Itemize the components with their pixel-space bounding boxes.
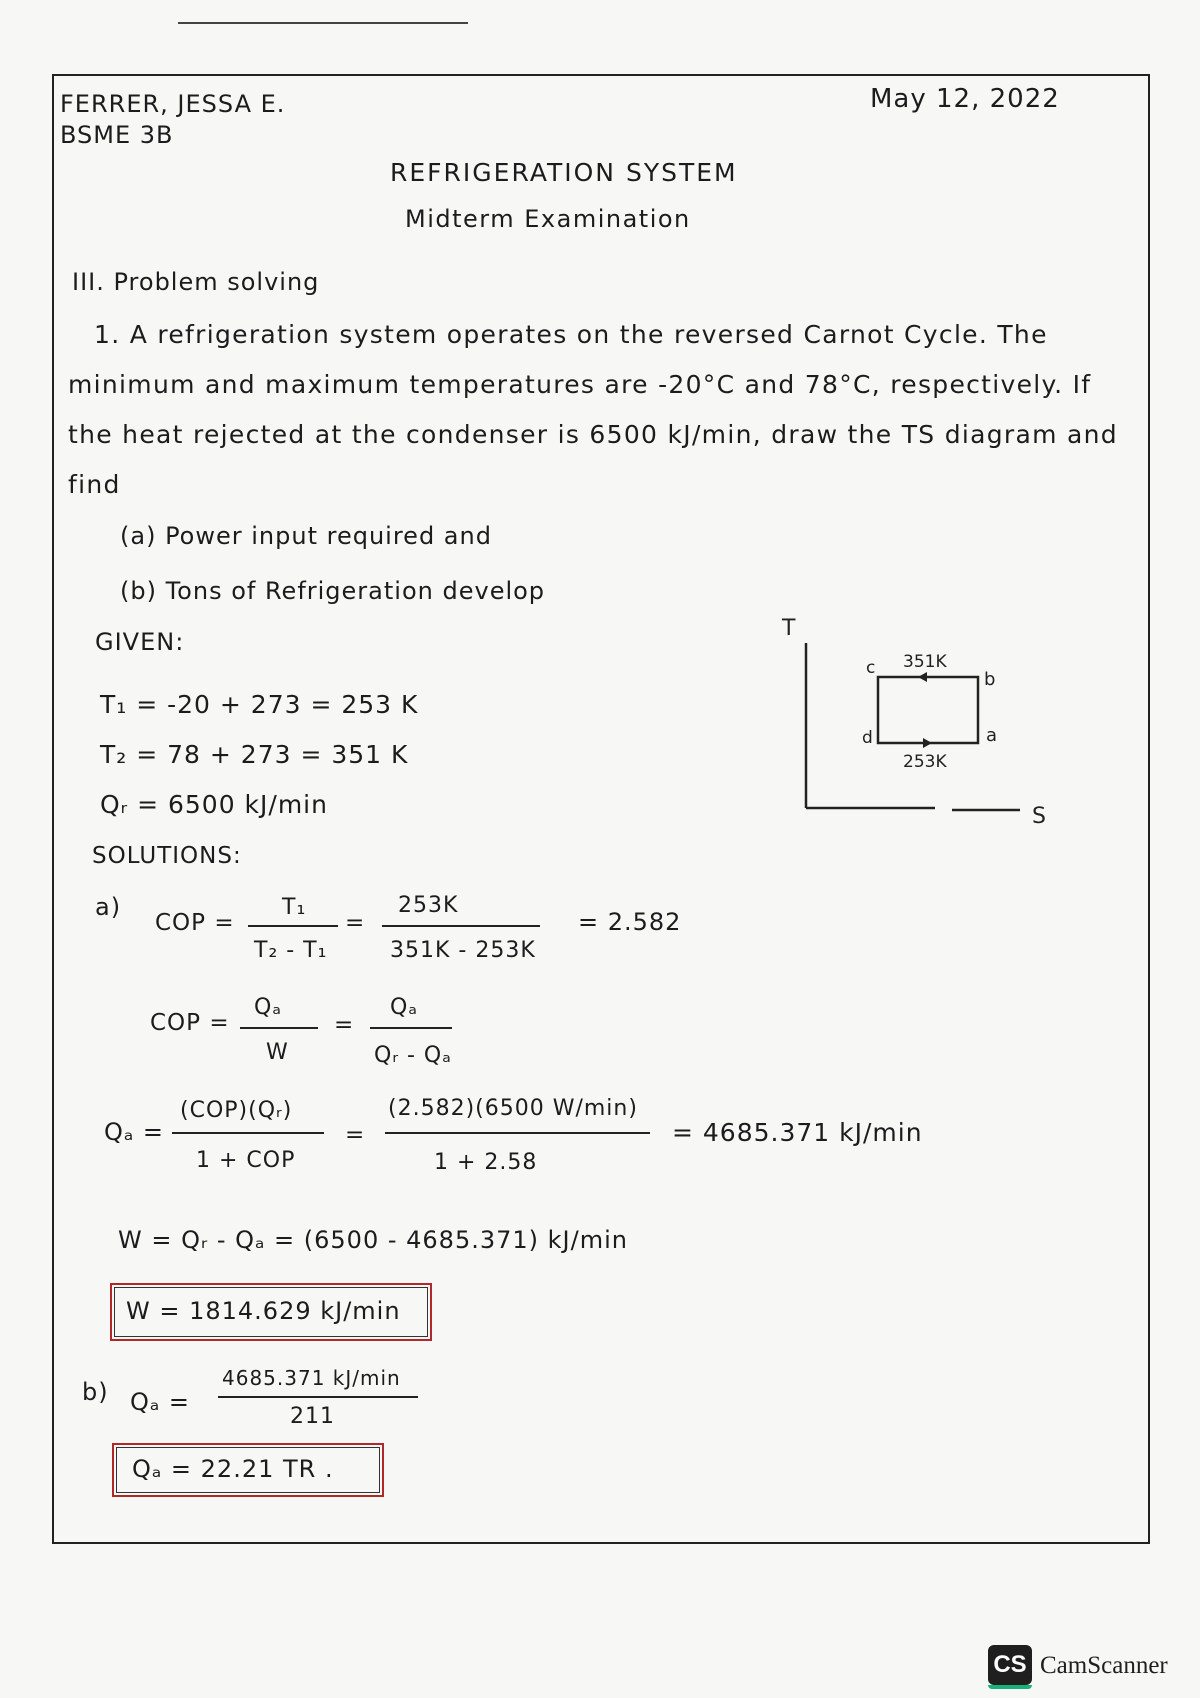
- carnot-cycle-rect: [878, 677, 978, 743]
- b-answer: Qₐ = 22.21 TR .: [132, 1455, 334, 1483]
- qa-lhs: Qₐ =: [104, 1118, 165, 1146]
- ts-diagram: [770, 615, 1060, 835]
- student-name: FERRER, JESSA E.: [60, 90, 286, 118]
- w-equation: W = Qᵣ - Qₐ = (6500 - 4685.371) kJ/min: [118, 1226, 628, 1254]
- given-t2: T₂ = 78 + 273 = 351 K: [100, 740, 409, 769]
- top-temp-label: 351K: [903, 652, 947, 672]
- cop1-den2: 351K - 253K: [390, 938, 536, 963]
- cop1-lhs: COP =: [155, 910, 235, 936]
- qa-frac-line-2: [385, 1132, 650, 1134]
- question-b: (b) Tons of Refrigeration develop: [120, 577, 546, 605]
- qa-den2: 1 + 2.58: [434, 1150, 538, 1175]
- w-answer: W = 1814.629 kJ/min: [126, 1297, 401, 1325]
- point-d-label: d: [862, 728, 873, 748]
- qb-num: 4685.371 kJ/min: [222, 1366, 401, 1390]
- given-label: GIVEN:: [95, 628, 185, 656]
- problem-statement: 1. A refrigeration system operates on the reversed Carnot Cycle. The minimum and maximum temperatures are -20°C and 78°C, respectively. If the heat rejected at the condenser is 6500 kJ/min, draw the TS diagram and find: [68, 320, 1118, 499]
- cop2-lhs: COP =: [150, 1010, 230, 1036]
- cop2-num1: Qₐ: [254, 995, 282, 1020]
- qb-frac-line: [218, 1396, 418, 1398]
- qb-lhs: Qₐ =: [130, 1388, 191, 1416]
- cop1-num1: T₁: [282, 895, 307, 920]
- question-a: (a) Power input required and: [120, 522, 492, 550]
- s-axis-label: S: [1032, 804, 1046, 829]
- cop2-den2: Qᵣ - Qₐ: [374, 1043, 452, 1068]
- cop2-eq: =: [334, 1012, 355, 1038]
- qa-frac-line-1: [172, 1132, 324, 1134]
- exam-date: May 12, 2022: [870, 84, 1060, 114]
- cop1-result: = 2.582: [578, 908, 682, 936]
- given-qr: Qᵣ = 6500 kJ/min: [100, 790, 328, 819]
- point-a-label: a: [986, 725, 998, 746]
- given-t1: T₁ = -20 + 273 = 253 K: [100, 690, 419, 719]
- point-b-label: b: [984, 669, 996, 690]
- camscanner-logo: CS: [988, 1645, 1032, 1685]
- exam-title: Midterm Examination: [405, 205, 691, 233]
- cop1-den1: T₂ - T₁: [254, 938, 328, 963]
- part-a-label: a): [95, 893, 122, 921]
- cop1-frac-line-2: [382, 925, 540, 927]
- top-rule: [178, 22, 468, 24]
- cop1-frac-line-1: [248, 925, 338, 927]
- cop1-num2: 253K: [398, 893, 459, 918]
- cop2-frac-line-1: [240, 1027, 318, 1029]
- part-heading: III. Problem solving: [72, 268, 320, 296]
- qa-num1: (COP)(Qᵣ): [180, 1098, 293, 1123]
- point-c-label: c: [866, 658, 876, 678]
- arrow-top: [918, 672, 927, 682]
- qb-den: 211: [290, 1404, 335, 1429]
- arrow-bottom: [923, 738, 932, 748]
- bottom-temp-label: 253K: [903, 752, 947, 772]
- cop2-frac-line-2: [370, 1027, 452, 1029]
- qa-den1: 1 + COP: [196, 1148, 296, 1173]
- qa-eq: =: [345, 1122, 366, 1148]
- cop2-num2: Qₐ: [390, 995, 418, 1020]
- cop1-eq: =: [345, 910, 366, 936]
- student-section: BSME 3B: [60, 121, 174, 149]
- qa-num2: (2.582)(6500 W/min): [388, 1096, 638, 1121]
- qa-result: = 4685.371 kJ/min: [672, 1118, 923, 1147]
- solutions-label: SOLUTIONS:: [92, 843, 242, 869]
- subject-title: REFRIGERATION SYSTEM: [390, 158, 738, 187]
- part-b-label: b): [82, 1378, 109, 1406]
- cop2-den1: W: [266, 1040, 289, 1065]
- camscanner-text: CamScanner: [1040, 1652, 1168, 1679]
- t-axis-label: T: [782, 616, 796, 641]
